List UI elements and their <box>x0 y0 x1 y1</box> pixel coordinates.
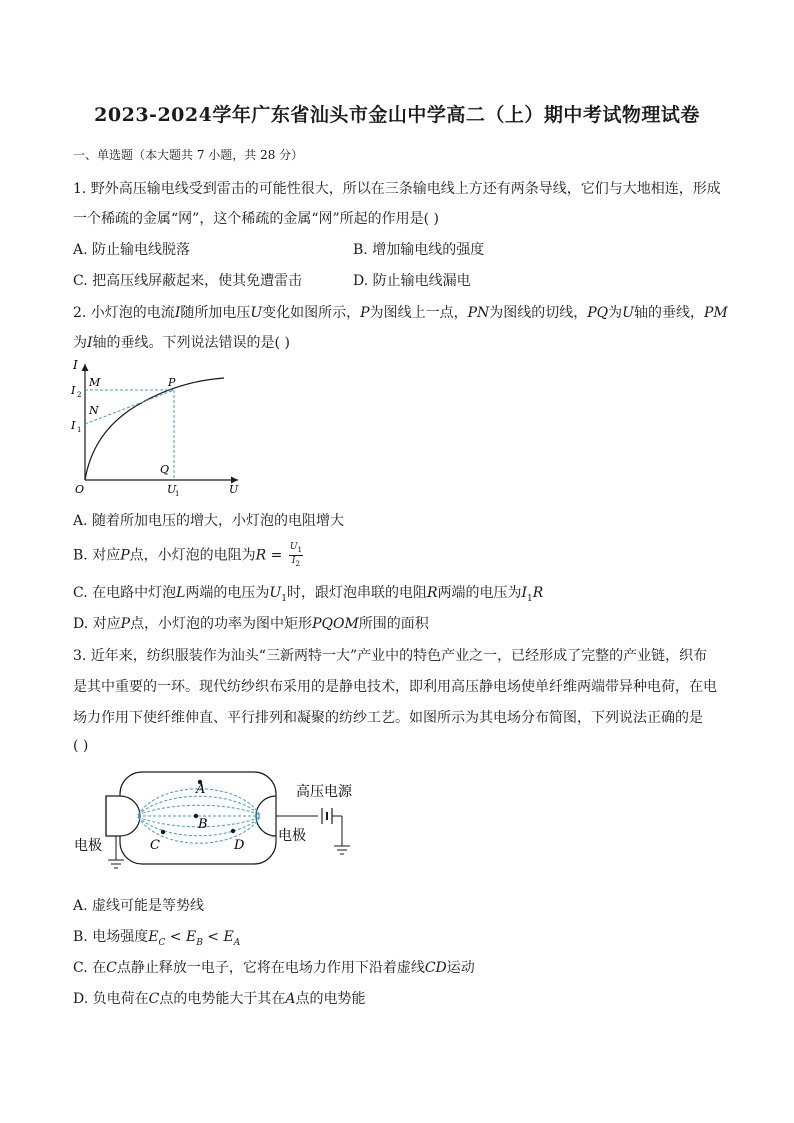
var-u: U <box>622 305 634 321</box>
label-b: B <box>198 817 208 832</box>
var-p: P <box>360 305 370 321</box>
var-u: U <box>250 305 263 321</box>
text-run: 随所加电压 <box>180 305 251 321</box>
less-than: < <box>202 929 224 945</box>
text-run: 为图线的切线， <box>489 305 588 321</box>
q3-stem-line4: ( ) <box>73 738 89 754</box>
text-run: C. 在电路中灯泡 <box>73 585 177 601</box>
label-i: I <box>73 358 78 372</box>
text-run: 点的电势能 <box>295 991 366 1007</box>
label-i1: I <box>71 419 76 432</box>
label-n: N <box>89 404 99 417</box>
var-p: P <box>120 547 130 564</box>
subscript: 2 <box>295 558 301 568</box>
label-c: C <box>150 838 160 853</box>
subscript: 1 <box>527 593 533 604</box>
text-run: 运动 <box>446 960 475 976</box>
q2-stem-line1 <box>73 302 728 322</box>
q2-option-d[interactable] <box>73 613 429 633</box>
text-run: 两端的电压为 <box>185 585 270 601</box>
point-c <box>161 830 165 834</box>
var-r: R <box>426 585 438 601</box>
text-run: C. 在 <box>73 960 107 976</box>
q2-option-b[interactable] <box>73 542 303 569</box>
label-u1: U <box>167 483 177 496</box>
text-run: 点，小灯泡的电阻为 <box>129 547 256 564</box>
text-run: 轴的垂线， <box>633 305 704 321</box>
var-e: E <box>185 929 197 945</box>
section-heading: 一、单选题（本大题共 7 小题，共 28 分） <box>73 148 304 162</box>
electric-field-figure <box>70 768 370 886</box>
q3-stem-line1: 3. 近年来，纺织服装作为汕头“三新两特一大”产业中的特色产业之一，已经形成了完整的产业链，织布 <box>73 648 708 664</box>
iu-graph <box>66 358 246 500</box>
var-cd: CD <box>424 960 447 976</box>
var-i: I <box>521 585 528 601</box>
point-d <box>231 829 235 833</box>
text-run: 为 <box>608 305 623 321</box>
less-than: < <box>165 929 186 945</box>
label-right-electrode: 电极 <box>278 828 306 844</box>
page-title: 2023-2024学年广东省汕头市金山中学高二（上）期中考试物理试卷 <box>94 104 700 126</box>
q1-stem-line2: 一个稀疏的金属“网”，这个稀疏的金属“网”所起的作用是( ) <box>73 211 440 227</box>
subscript: C <box>158 937 166 948</box>
q1-option-b[interactable]: B. 增加输电线的强度 <box>353 242 485 258</box>
left-electrode <box>106 796 140 836</box>
text-run: D. 对应 <box>73 616 121 632</box>
var-i: I <box>291 555 296 566</box>
var-pq: PQ <box>587 305 609 321</box>
text-run: 轴的垂线。下列说法错误的是( ) <box>92 335 290 351</box>
equals-sign: = <box>266 547 287 564</box>
q1-option-a[interactable]: A. 防止输电线脱落 <box>73 242 191 258</box>
label-u: U <box>229 483 239 496</box>
fraction-u1-over-i2 <box>289 542 303 569</box>
label-d: D <box>234 838 245 853</box>
text-run: D. 负电荷在 <box>73 991 149 1007</box>
var-a: A <box>285 991 296 1007</box>
label-power-source: 高压电源 <box>296 784 352 800</box>
var-i: I <box>174 305 181 321</box>
label-u1-sub: 1 <box>175 490 180 498</box>
q2-stem-line2 <box>73 332 723 352</box>
subscript: A <box>233 937 241 948</box>
var-r: R <box>255 547 267 564</box>
q2-option-c[interactable] <box>73 582 543 604</box>
text-run: 2. 小灯泡的电流 <box>73 305 175 321</box>
text-run: 点静止释放一电子，它将在电场力作用下沿着虚线 <box>116 960 425 976</box>
label-m: M <box>89 376 101 389</box>
label-i2-sub: 2 <box>77 391 82 399</box>
q3-option-b[interactable] <box>73 926 240 948</box>
label-q: Q <box>160 463 170 476</box>
label-i2: I <box>71 384 76 397</box>
var-e: E <box>148 929 159 945</box>
subscript: 1 <box>297 544 303 554</box>
text-run: B. 对应 <box>73 547 121 564</box>
label-i1-sub: 1 <box>77 426 82 434</box>
text-run: 变化如图所示， <box>262 305 361 321</box>
label-p: P <box>168 376 176 389</box>
var-u: U <box>289 542 298 552</box>
text-run: 为 <box>73 335 87 351</box>
q3-option-c[interactable] <box>73 957 475 977</box>
text-run: 两端的电压为 <box>437 585 522 601</box>
q1-option-c[interactable]: C. 把高压线屏蔽起来，使其免遭雷击 <box>73 273 303 289</box>
var-u: U <box>269 585 282 601</box>
q1-option-d[interactable]: D. 防止输电线漏电 <box>353 273 471 289</box>
label-o: O <box>75 483 85 496</box>
text-run: 时，跟灯泡串联的电阻 <box>286 585 427 601</box>
text-run: B. 电场强度 <box>73 929 149 945</box>
text-run: 为图线上一点， <box>369 305 468 321</box>
var-r: R <box>532 585 544 601</box>
text-run: 点，小灯泡的功率为图中矩形 <box>130 616 313 632</box>
q3-stem-line3: 场力作用下使纤维伸直、平行排列和凝聚的纺纱工艺。如图所示为其电场分布简图，下列说法正确的是 <box>73 710 703 726</box>
q3-stem-line2: 是其中重要的一环。现代纺纱织布采用的是静电技术，即利用高压静电场使单纤维两端带异种电荷，在电 <box>73 679 717 695</box>
var-pqom: PQOM <box>312 616 359 632</box>
var-c: C <box>148 991 160 1007</box>
q1-stem-line1: 1. 野外高压输电线受到雷击的可能性很大，所以在三条输电线上方还有两条导线，它们与大地相连，形成 <box>73 181 721 197</box>
label-a: A <box>196 782 206 797</box>
iu-curve <box>85 378 224 480</box>
var-pm: PM <box>703 305 728 321</box>
var-pn: PN <box>467 305 490 321</box>
label-left-electrode: 电极 <box>74 838 102 854</box>
q3-option-d[interactable] <box>73 988 365 1008</box>
var-i: I <box>87 335 93 351</box>
subscript: 1 <box>281 593 287 604</box>
text-run: 所围的面积 <box>358 616 429 632</box>
var-p: P <box>120 616 131 632</box>
var-c: C <box>106 960 117 976</box>
var-l: L <box>176 585 186 601</box>
var-e: E <box>223 929 234 945</box>
text-run: 点的电势能大于其在 <box>159 991 286 1007</box>
subscript: B <box>196 937 203 948</box>
q3-option-a[interactable]: A. 虚线可能是等势线 <box>73 898 205 914</box>
q2-option-a[interactable]: A. 随着所加电压的增大，小灯泡的电阻增大 <box>73 513 345 529</box>
